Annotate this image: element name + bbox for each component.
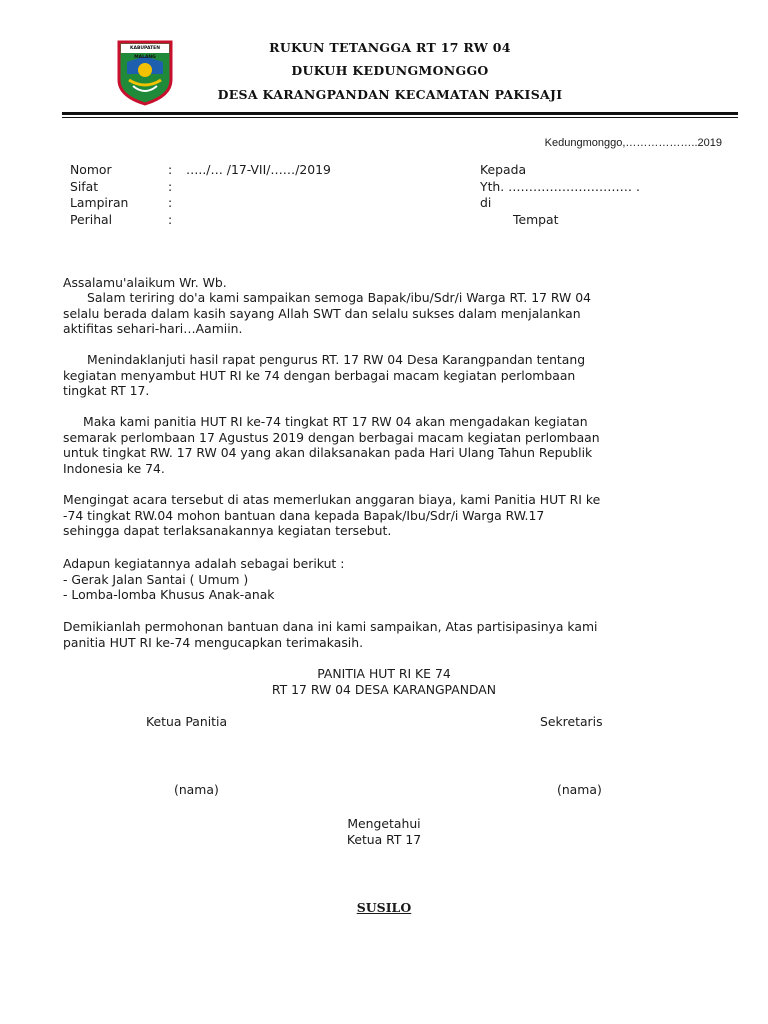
perihal-label: Perihal [70, 212, 113, 227]
header-rule-thin [62, 117, 738, 118]
greeting: Assalamu'alaikum Wr. Wb. [63, 275, 227, 290]
committee-line-2: RT 17 RW 04 DESA KARANGPANDAN [271, 682, 497, 697]
signatory-name: SUSILO [356, 900, 412, 915]
logo-caption: KABUPATEN MALANG [130, 46, 160, 60]
paragraph-4: Mengingat acara tersebut di atas memerlukan anggaran biaya, kami Panitia HUT RI ke -74 tingkat RW.04 mohon bantuan dana kepada Bapak/Ibu/Sdr/i Warga RW.17 sehingga dapat terlaksanakannya kegiatan tersebut. [63, 492, 601, 539]
tempat-label: Tempat [513, 212, 559, 227]
paragraph-2: Menindaklanjuti hasil rapat pengurus RT. 17 RW 04 Desa Karangpandan tentang kegiatan menyambut HUT RI ke 74 dengan berbagai macam kegiatan perlombaan tingkat RT 17. [63, 352, 586, 399]
nomor-label: Nomor [70, 162, 112, 177]
nama-right: (nama) [557, 782, 602, 797]
header-line-3: DESA KARANGPANDAN KECAMATAN PAKISAJI [217, 87, 563, 102]
di-label: di [480, 195, 492, 210]
sifat-label: Sifat [70, 179, 99, 194]
paragraph-1: Salam teriring do'a kami sampaikan semoga Bapak/ibu/Sdr/i Warga RT. 17 RW 04 selalu berada dalam kasih sayang Allah SWT dan selalu sukses dalam menjalankan aktifitas sehari-hari…Aamiin. [63, 290, 591, 337]
paragraph-closing: Demikianlah permohonan bantuan dana ini kami sampaikan, Atas partisipasinya kami panitia HUT RI ke-74 mengucapkan terimakasih. [63, 619, 598, 650]
nama-left: (nama) [174, 782, 219, 797]
list-item: - Lomba-lomba Khusus Anak-anak [63, 587, 275, 603]
ketua-rt-label: Ketua RT 17 [346, 832, 422, 847]
header-line-1: RUKUN TETANGGA RT 17 RW 04 [269, 40, 511, 55]
mengetahui-label: Mengetahui [347, 816, 421, 831]
lampiran-label: Lampiran [70, 195, 129, 210]
activities-list: Adapun kegiatannya adalah sebagai berikut : - Gerak Jalan Santai ( Umum ) - Lomba-lomba Khusus Anak-anak [63, 556, 723, 603]
sekretaris-label: Sekretaris [540, 714, 603, 729]
kepada-label: Kepada [480, 162, 527, 177]
date-line: Kedungmonggo,………………..2019 [544, 137, 722, 149]
header-rule-thick [62, 112, 738, 115]
perihal-colon: : [168, 212, 173, 227]
paragraph-3: Maka kami panitia HUT RI ke-74 tingkat RT 17 RW 04 akan mengadakan kegiatan semarak perlombaan 17 Agustus 2019 dengan berbagai macam kegiatan perlombaan untuk tingkat RW. 17 RW 04 yang akan dilaksanakan pada Hari Ulang Tahun Republik Indonesia ke 74. [63, 414, 600, 476]
sifat-colon: : [168, 179, 173, 194]
lampiran-colon: : [168, 195, 173, 210]
nomor-value: …../… /17-VII/……/2019 [186, 162, 331, 177]
ketua-panitia-label: Ketua Panitia [146, 714, 228, 729]
list-item: - Gerak Jalan Santai ( Umum ) [63, 571, 249, 587]
committee-line-1: PANITIA HUT RI KE 74 [317, 666, 451, 681]
yth-line: Yth. ………………………… . [480, 179, 640, 194]
regency-logo [117, 40, 173, 106]
nomor-colon: : [168, 162, 173, 177]
header-line-2: DUKUH KEDUNGMONGGO [291, 63, 489, 78]
